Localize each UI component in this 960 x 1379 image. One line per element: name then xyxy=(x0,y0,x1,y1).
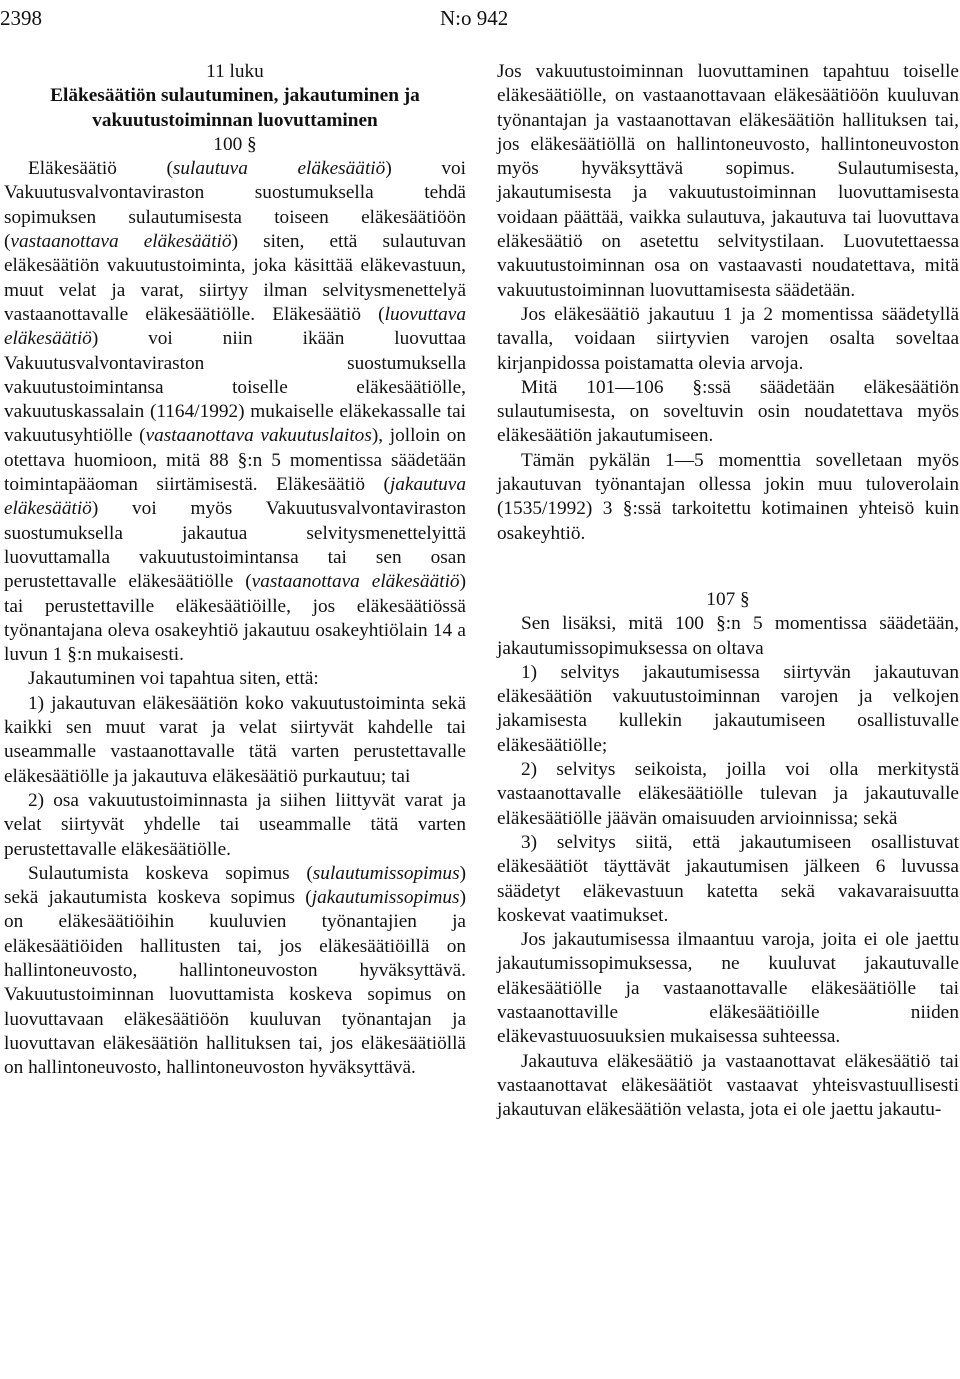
italic-term: sulautuva eläkesäätiö xyxy=(172,158,386,180)
text: ) voi niin ikään luovuttaa Vakuutusvalvontaviraston suostumuksella vakuutustoimintansa toiselle eläkesäätiölle, vakuutuskassalain (1164/1992) mukaiselle eläkekassalle tai vakuutusyhtiölle ( xyxy=(4,328,466,447)
paragraph xyxy=(4,157,466,667)
italic-term: vastaanottava eläkesäätiö xyxy=(10,231,232,253)
list-item: 1) jakautuvan eläkesäätiön koko vakuutustoiminta sekä kaikki sen muut varat ja velat siirtyvät kahdelle tai useammalle vastaanottavalle tätä varten perustettavalle eläkesäätiölle ja jakautuva eläkesäätiö purkautuu; tai xyxy=(4,692,466,787)
list-item: 1) selvitys jakautumisessa siirtyvän jakautuvan eläkesäätiön vakuutustoiminnan varojen ja velkojen jakamisesta kullekin jakautumiseen osallistuvalle eläkesäätiölle; xyxy=(497,661,959,756)
text: ) voi Vakuutusvalvontaviraston suostumuksella tehdä sopimuksen sulautumisesta toiseen eläkesäätiöön ( xyxy=(4,158,466,253)
page-number: 2398 xyxy=(0,6,42,30)
italic-term: vastaanottava vakuutuslaitos xyxy=(145,425,372,447)
chapter-heading: Eläkesäätiön sulautuminen, jakautuminen ja vakuutustoiminnan luovuttaminen xyxy=(50,85,420,131)
paragraph: Jos eläkesäätiö jakautuu 1 ja 2 momentissa säädetyllä tavalla, voidaan siirtyvien varojen osalta soveltaa kirjanpidossa poistamatta olevia arvoja. xyxy=(497,303,959,374)
list-item: 3) selvitys siitä, että jakautumiseen osallistuvat eläkesäätiöt täyttävät jakautumisen jälkeen 6 luvussa säädetyt eläkevastuun katetta sekä vakavaraisuutta koskevat vaatimukset. xyxy=(497,831,959,926)
text: ) tai perustettaville eläkesäätiöille, jos eläkesäätiössä työnantajana oleva osakeyhtiö jakautuu osakeyhtiölain 14 a luvun 1 §:n mukaisesti. xyxy=(4,571,466,666)
italic-term: vastaanottava eläkesäätiö xyxy=(251,571,460,593)
italic-term: jakautumissopimus xyxy=(311,887,460,909)
left-column xyxy=(4,60,466,1080)
italic-term: jakautuva eläkesäätiö xyxy=(4,474,466,520)
paragraph: Tämän pykälän 1—5 momenttia sovelletaan myös jakautuvan työnantajan ollessa jokin muu tuloverolain (1535/1992) 3 §:ssä tarkoitettu kotimainen yhteisö kuin osakeyhtiö. xyxy=(497,449,959,544)
text: ), jolloin on otettava huomioon, mitä 88 §:n 5 momentissa säädetään toimintapääoman siirtämisestä. Eläkesäätiö ( xyxy=(4,425,466,496)
text: ) on eläkesäätiöihin kuuluvien työnantajien ja eläkesäätiöiden hallitusten tai, jos eläkesäätiöillä on hallintoneuvosto, hallintoneuvoston hyväksyttävä. Vakuutustoiminnan luovuttamista koskeva sopimus on luovuttavaan eläkesäätiöön kuuluvan työnantajan ja luovuttavan eläkesäätiön hallituksen tai, jos eläkesäätiöllä on hallintoneuvosto, hallintoneuvoston hyväksyttävä. xyxy=(4,887,466,1079)
text: ) voi myös Vakuutusvalvontaviraston suostumuksella jakautua selvitysmenettelyittä luovuttamalla vakuutustoimintansa tai sen osan perustettavalle eläkesäätiölle ( xyxy=(4,498,466,593)
text: Eläkesäätiö ( xyxy=(28,158,173,180)
paragraph xyxy=(4,862,466,1081)
italic-term: sulautumissopimus xyxy=(312,862,460,884)
right-column xyxy=(497,60,959,1122)
list-item: 2) selvitys seikoista, joilla voi olla merkitystä vastaanottavalle eläkesäätiölle tulevan ja jakautuvalle eläkesäätiölle jäävän omaisuuden arvioinnissa; sekä xyxy=(497,759,959,829)
issue-number: N:o 942 xyxy=(440,6,509,30)
paragraph: Jos jakautumisessa ilmaantuu varoja, joita ei ole jaettu jakautumissopimuksessa, ne kuuluvat jakautuvalle eläkesäätiölle ja vastaanottavalle eläkesäätiölle tai vastaanottaville eläkesäätiöille niiden eläkevastuuosuuksien mukaisessa suhteessa. xyxy=(497,929,959,1048)
paragraph: Jakautuva eläkesäätiö ja vastaanottavat eläkesäätiö tai vastaanottavat eläkesäätiöt vastaavat yhteisvastuullisesti jakautuvan eläkesäätiön velasta, jota ei ole jaettu jakautu- xyxy=(497,1050,959,1121)
text: ) sekä jakautumista koskeva sopimus ( xyxy=(4,862,466,909)
paragraph: Jos vakuutustoiminnan luovuttaminen tapahtuu toiselle eläkesäätiölle, on vastaanottavaan eläkesäätiöön kuuluvan työnantajan ja vastaanottavan eläkesäätiön hallituksen tai, jos eläkesäätiöllä on hallintoneuvosto, hallintoneuvoston myös hyväksyttävä sopimus. Sulautumisesta, jakautumisesta ja vakuutustoiminnan luovuttamisesta voidaan päättää, vaikka sulautuva, jakautuva tai luovuttava eläkesäätiö on asetettu selvitystilaan. Luovutettaessa vakuutustoiminnan osa on vastaavasti noudatettava, mitä vakuutustoiminnan luovuttamisesta säädetään. xyxy=(497,61,959,301)
page-header xyxy=(0,6,960,36)
section-100-title: 100 § xyxy=(213,133,257,155)
paragraph: Sen lisäksi, mitä 100 §:n 5 momentissa säädetään, jakautumissopimuksessa on oltava xyxy=(497,613,959,659)
italic-term: luovuttava eläkesäätiö xyxy=(4,303,466,350)
section-107-title: 107 § xyxy=(706,588,750,610)
text: Sulautumista koskeva sopimus ( xyxy=(28,862,313,884)
list-item: 2) osa vakuutustoiminnasta ja siihen liittyvät varat ja velat siirtyvät yhdelle tai useammalle tätä varten perustettavalle eläkesäätiölle. xyxy=(4,789,466,860)
paragraph: Jakautuminen voi tapahtua siten, että: xyxy=(28,668,319,690)
paragraph: Mitä 101—106 §:ssä säädetään eläkesäätiön sulautumisesta, on soveltuvin osin noudatettava myös eläkesäätiön jakautumiseen. xyxy=(497,376,959,447)
chapter-title: 11 luku xyxy=(206,61,264,82)
text: ) siten, että sulautuvan eläkesäätiön vakuutustoiminta, joka käsittää eläkevastuun, muut velat ja varat, siirtyy ilman selvitysmenettelyä vastaanottavalle eläkesäätiölle. Eläkesäätiö ( xyxy=(4,231,467,325)
